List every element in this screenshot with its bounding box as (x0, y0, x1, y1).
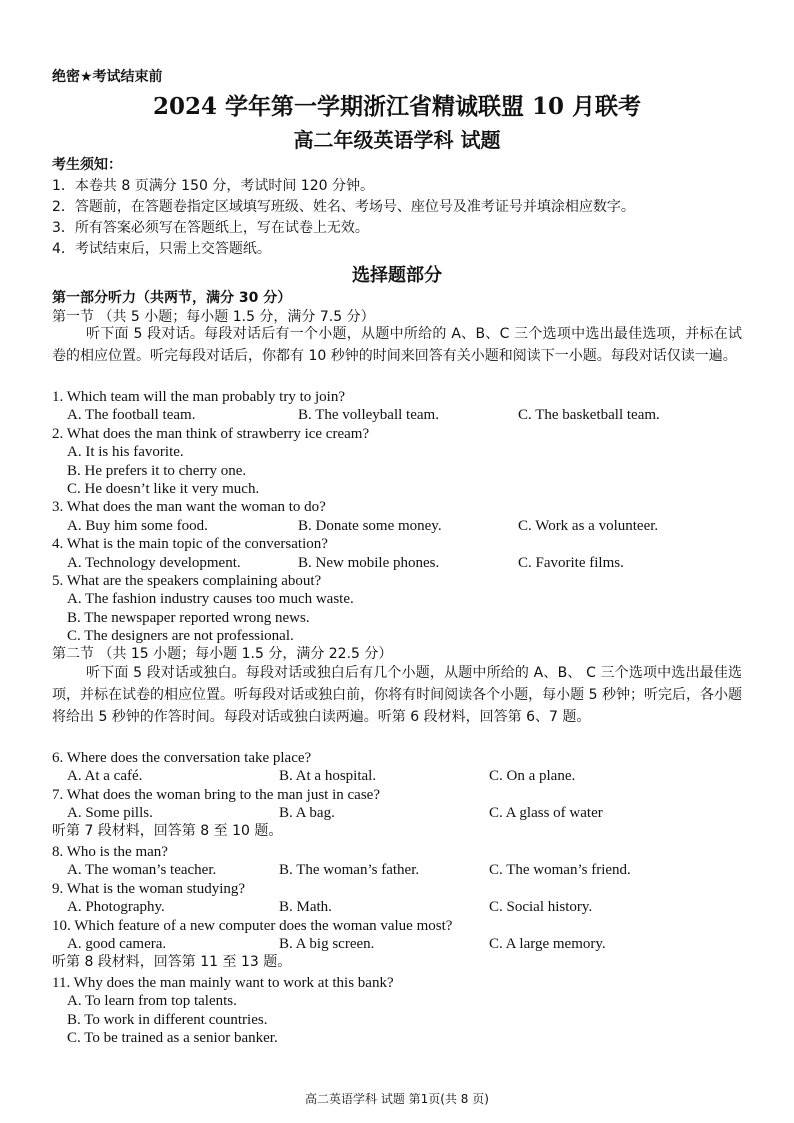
question-stem: 10. Which feature of a new computer does the woman value most? (52, 918, 453, 934)
question-stem: 11. Why does the man mainly want to work at this bank? (52, 975, 394, 991)
option-c: C. The designers are not professional. (67, 628, 294, 644)
page-footer: 高二英语学科 试题 第1页(共 8 页) (305, 1092, 489, 1106)
question-stem: 2. What does the man think of strawberry ice cream? (52, 426, 370, 442)
section-title: 选择题部分 (352, 265, 442, 286)
notice-item: 4．考试结束后，只需上交答题纸。 (52, 241, 271, 257)
question-stem: 8. Who is the man? (52, 844, 168, 860)
option-c: C. Favorite films. (518, 555, 624, 571)
option-b: B. New mobile phones. (298, 555, 440, 571)
option-a: A. Buy him some food. (67, 518, 208, 534)
exam-title: 2024 学年第一学期浙江省精诚联盟 10 月联考 (152, 93, 642, 120)
question-stem: 5. What are the speakers complaining about? (52, 573, 322, 589)
notice-item: 2．答题前，在答题卷指定区域填写班级、姓名、考场号、座位号及准考证号并填涂相应数字。 (52, 199, 635, 215)
option-b: B. To work in different countries. (67, 1012, 268, 1028)
option-a: A. At a café. (67, 768, 143, 784)
option-c: C. He doesn’t like it very much. (67, 481, 260, 497)
option-a: A. The woman’s teacher. (67, 862, 217, 878)
question-stem: 7. What does the woman bring to the man just in case? (52, 787, 380, 803)
section1-instructions: 听下面 5 段对话。每段对话后有一个小题，从题中所给的 A、B、C 三个选项中选出最佳选项，并标在试卷的相应位置。听完每段对话后，你都有 10 秒钟的时间来回答有关小题和阅读下一小题。每段对话仅读一遍。 (52, 326, 742, 364)
question-stem: 6. Where does the conversation take place? (52, 750, 312, 766)
notice-item: 1．本卷共 8 页满分 150 分，考试时间 120 分钟。 (52, 178, 374, 194)
option-a: A. Technology development. (67, 555, 241, 571)
option-a: A. Photography. (67, 899, 165, 915)
option-c: C. To be trained as a senior banker. (67, 1030, 278, 1046)
notice-heading: 考生须知： (52, 157, 122, 173)
question-stem: 1. Which team will the man probably try to join? (52, 389, 345, 405)
part1-heading: 第一部分听力（共两节，满分 30 分） (52, 290, 292, 306)
option-b: B. A bag. (279, 805, 335, 821)
option-b: B. A big screen. (279, 936, 375, 952)
option-b: B. He prefers it to cherry one. (67, 463, 247, 479)
option-c: C. Work as a volunteer. (518, 518, 659, 534)
material-note: 听第 7 段材料，回答第 8 至 10 题。 (52, 823, 283, 839)
option-c: C. A glass of water (489, 805, 603, 821)
section2-instructions: 听下面 5 段对话或独白。每段对话或独白后有几个小题，从题中所给的 A、B、 C 三个选项中选出最佳选项，并标在试卷的相应位置。听每段对话或独白前，你将有时间阅读各个小题，每小题 5 秒钟；听完后，各小题将给出 5 秒钟的作答时间。每段对话或独白读两遍。听第 6 段材料，回答第 6、7 题。 (52, 665, 742, 725)
confidential-label: 绝密★考试结束前 (52, 69, 163, 85)
question-stem: 4. What is the main topic of the conversation? (52, 536, 328, 552)
option-b: B. At a hospital. (279, 768, 377, 784)
option-b: B. The volleyball team. (298, 407, 439, 423)
option-a: A. The fashion industry causes too much waste. (67, 591, 354, 607)
option-a: A. To learn from top talents. (67, 993, 237, 1009)
question-stem: 3. What does the man want the woman to do? (52, 499, 326, 515)
option-c: C. The woman’s friend. (489, 862, 631, 878)
section1-heading: 第一节 （共 5 小题；每小题 1.5 分，满分 7.5 分） (52, 309, 375, 325)
section2-heading: 第二节 （共 15 小题；每小题 1.5 分，满分 22.5 分） (52, 646, 393, 662)
question-stem: 9. What is the woman studying? (52, 881, 246, 897)
option-c: C. The basketball team. (518, 407, 660, 423)
exam-subtitle: 高二年级英语学科 试题 (293, 128, 501, 152)
option-c: C. Social history. (489, 899, 593, 915)
option-a: A. The football team. (67, 407, 196, 423)
notice-item: 3．所有答案必须写在答题纸上，写在试卷上无效。 (52, 220, 369, 236)
option-b: B. The woman’s father. (279, 862, 420, 878)
option-a: A. It is his favorite. (67, 444, 184, 460)
option-b: B. The newspaper reported wrong news. (67, 610, 310, 626)
material-note: 听第 8 段材料，回答第 11 至 13 题。 (52, 954, 292, 970)
option-c: C. A large memory. (489, 936, 606, 952)
option-a: A. Some pills. (67, 805, 153, 821)
option-b: B. Donate some money. (298, 518, 442, 534)
option-b: B. Math. (279, 899, 332, 915)
option-a: A. good camera. (67, 936, 167, 952)
option-c: C. On a plane. (489, 768, 576, 784)
